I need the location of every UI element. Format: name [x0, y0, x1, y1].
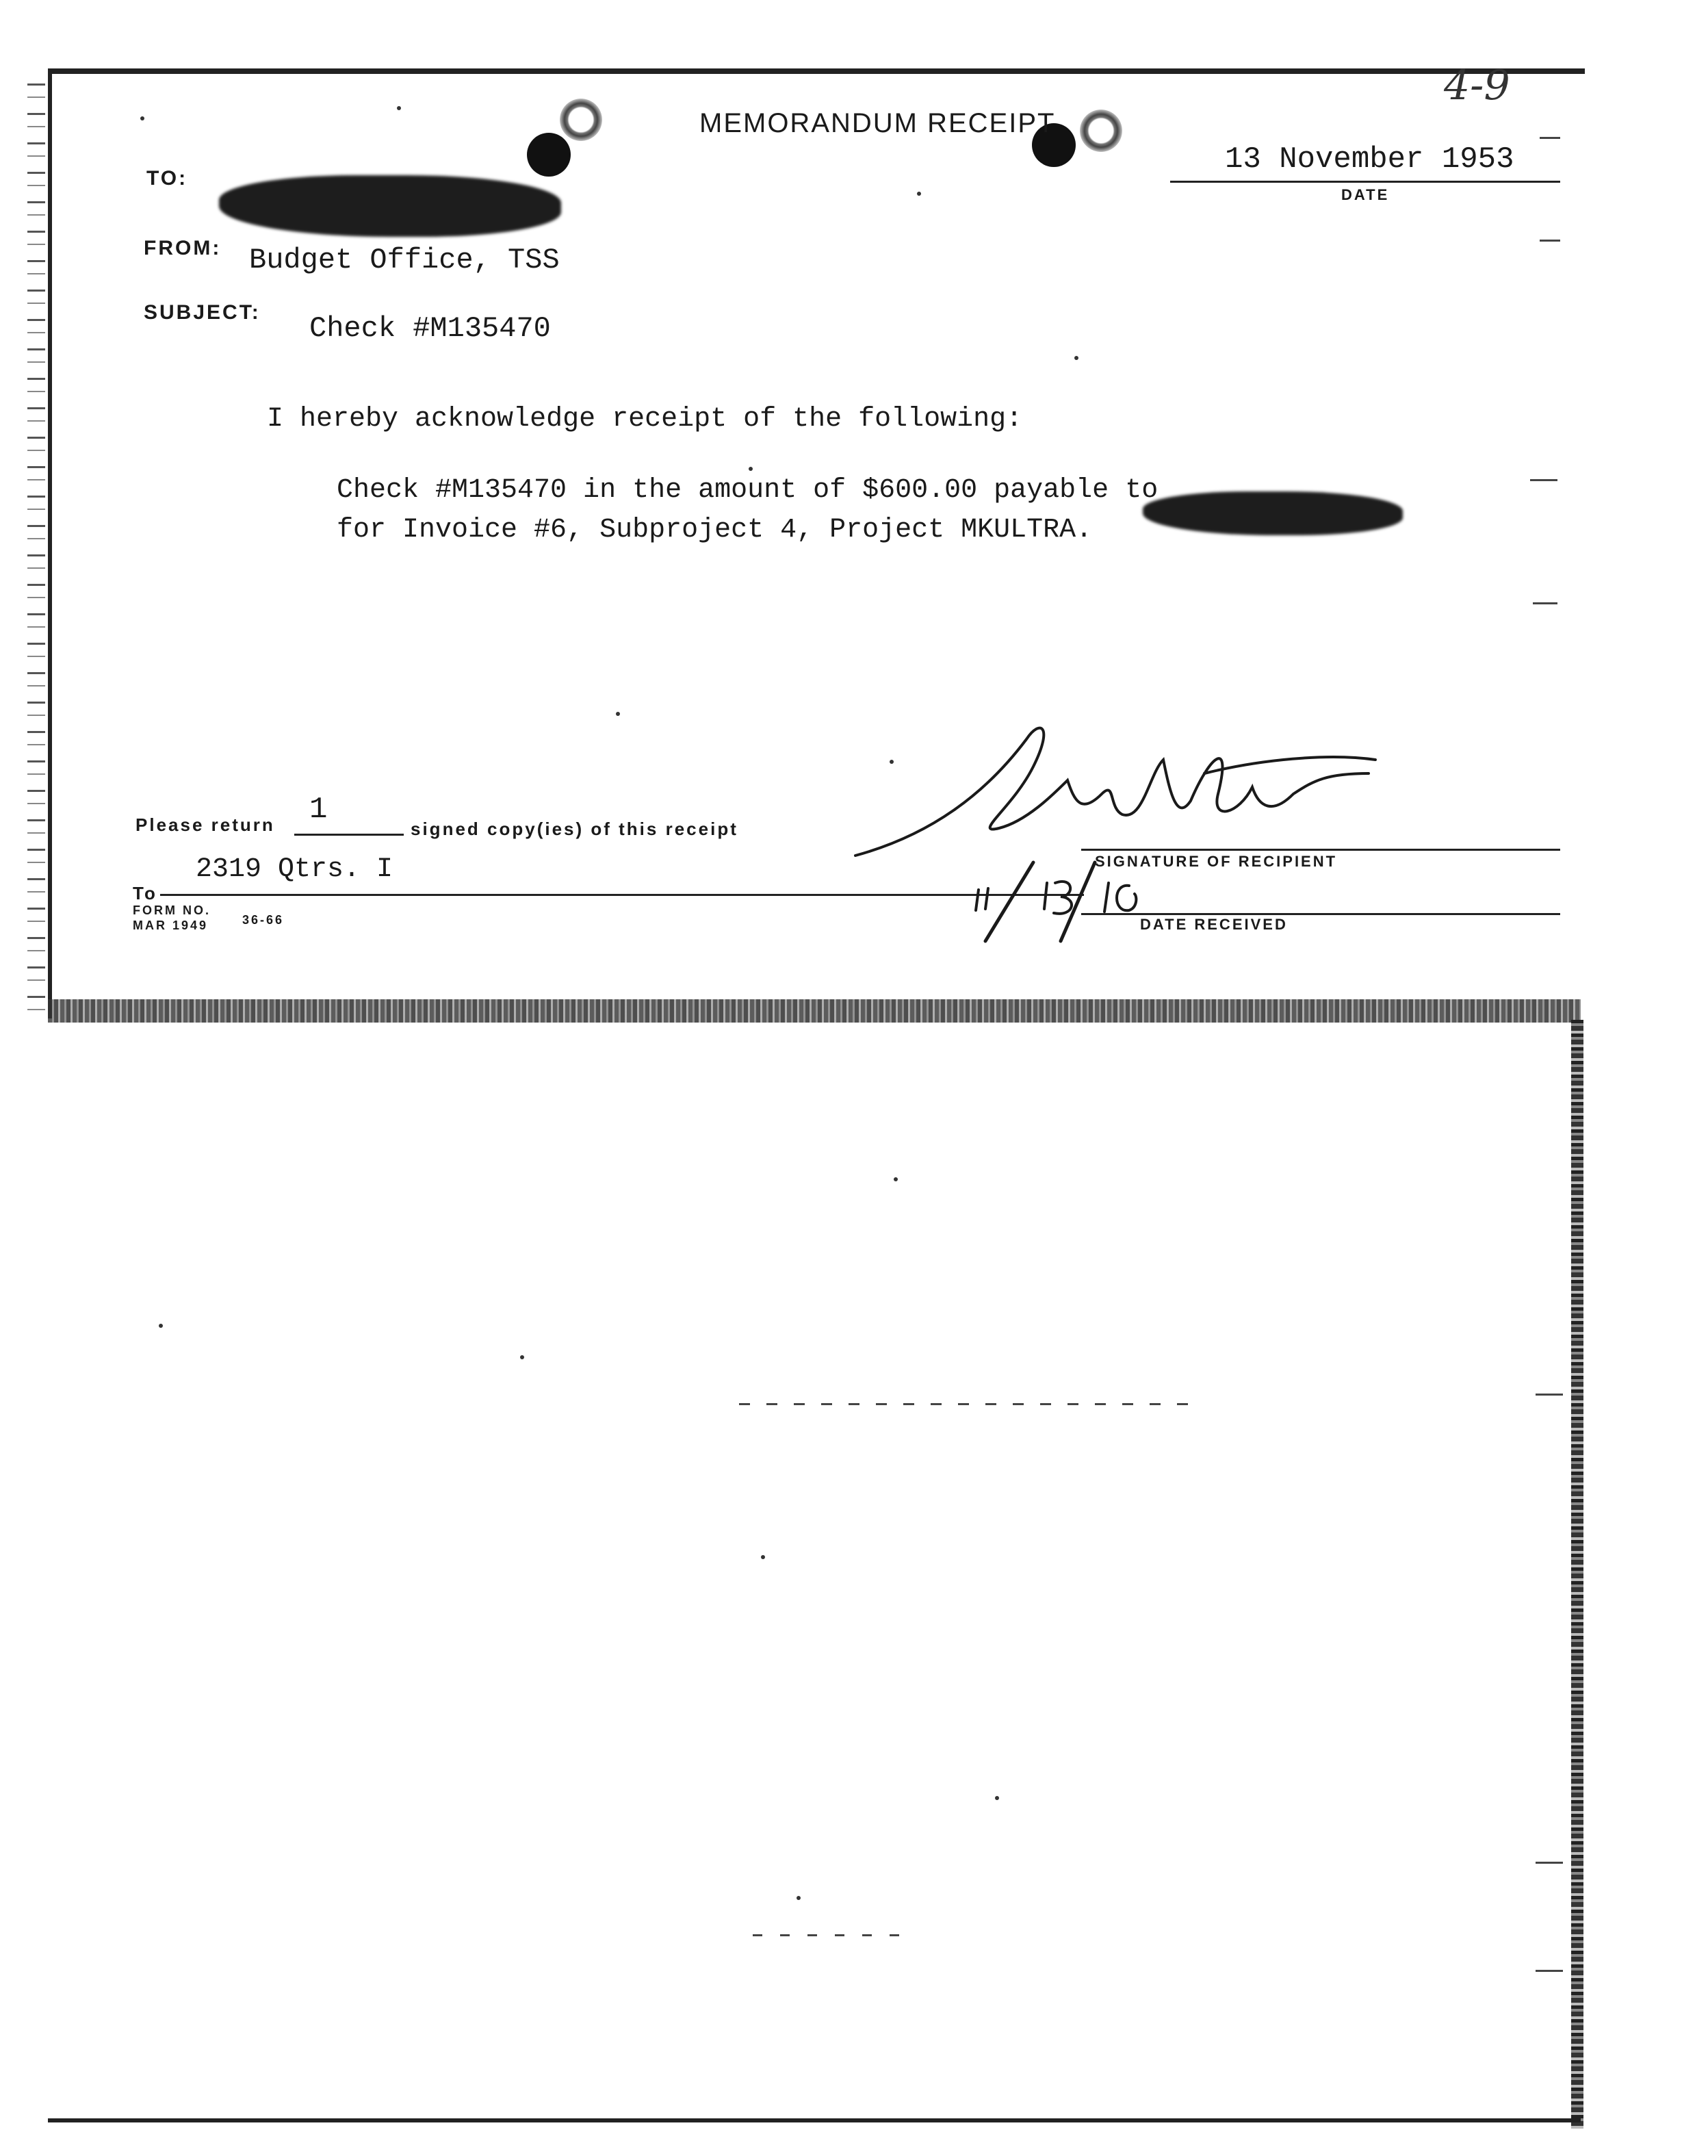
scan-speck — [761, 1555, 765, 1559]
date-underline — [1170, 181, 1560, 183]
punch-hole-icon — [1080, 110, 1122, 152]
from-value: Budget Office, TSS — [249, 244, 560, 277]
punch-hole-icon — [560, 99, 602, 141]
scan-dash — [1530, 479, 1557, 481]
return-count: 1 — [309, 793, 328, 827]
scan-speck — [397, 106, 401, 110]
return-to-value: 2319 Qtrs. I — [196, 854, 393, 885]
return-count-underline — [294, 834, 404, 836]
scan-speck — [1074, 356, 1078, 360]
scan-speck — [917, 192, 921, 196]
scan-speck — [797, 1896, 801, 1900]
body-line-1: Check #M135470 in the amount of $600.00 payable to — [337, 475, 1159, 506]
scan-dash — [1540, 240, 1560, 242]
handwritten-signature — [849, 712, 1396, 876]
scan-edge-right — [1571, 1020, 1583, 2129]
date-label: DATE — [1341, 186, 1390, 203]
scan-dash — [1536, 1862, 1563, 1864]
return-to-label: To — [133, 883, 157, 903]
scan-dash — [1540, 137, 1560, 139]
scan-dash — [753, 1934, 917, 1936]
scan-speck — [749, 467, 753, 471]
scan-speck — [894, 1177, 898, 1181]
scan-speck — [890, 760, 894, 764]
redaction-mark — [1143, 491, 1403, 535]
acknowledgement-text: I hereby acknowledge receipt of the following: — [267, 404, 1023, 435]
scan-dash — [1533, 602, 1557, 604]
subject-value: Check #M135470 — [309, 312, 551, 345]
form-date: MAR 1949 — [133, 919, 209, 932]
signature-line — [1081, 849, 1560, 851]
scan-edge-left — [27, 68, 45, 1013]
scan-dash — [1536, 1970, 1563, 1972]
signature-label: SIGNATURE OF RECIPIENT — [1095, 853, 1338, 870]
scan-speck — [159, 1324, 163, 1328]
body-line-2: for Invoice #6, Subproject 4, Project MKULTRA. — [337, 515, 1093, 546]
scan-edge-bottom — [48, 2118, 1581, 2122]
redaction-mark — [219, 175, 561, 237]
subject-label: SUBJECT: — [144, 301, 261, 324]
return-prefix: Please return — [135, 814, 275, 835]
scan-speck — [995, 1796, 999, 1800]
date-received-label: DATE RECEIVED — [1140, 916, 1288, 933]
form-number: FORM NO. — [133, 903, 211, 917]
to-label: TO: — [146, 167, 188, 190]
from-label: FROM: — [144, 237, 222, 259]
scan-speck — [140, 116, 144, 120]
scan-speck — [520, 1355, 524, 1359]
scan-speck — [616, 712, 620, 716]
scan-dash — [1536, 1394, 1563, 1396]
scan-dash — [739, 1403, 1204, 1405]
date-received-line — [1081, 913, 1560, 915]
form-code: 36-66 — [242, 913, 285, 927]
punch-hole-icon — [527, 133, 571, 177]
return-to-underline — [160, 894, 1084, 896]
scan-edge-form-bottom — [48, 999, 1581, 1023]
form-title: MEMORANDUM RECEIPT — [699, 108, 1056, 138]
return-suffix: signed copy(ies) of this receipt — [411, 819, 738, 839]
date-value: 13 November 1953 — [1225, 142, 1514, 177]
handwritten-page-number: 4-9 — [1444, 62, 1510, 110]
